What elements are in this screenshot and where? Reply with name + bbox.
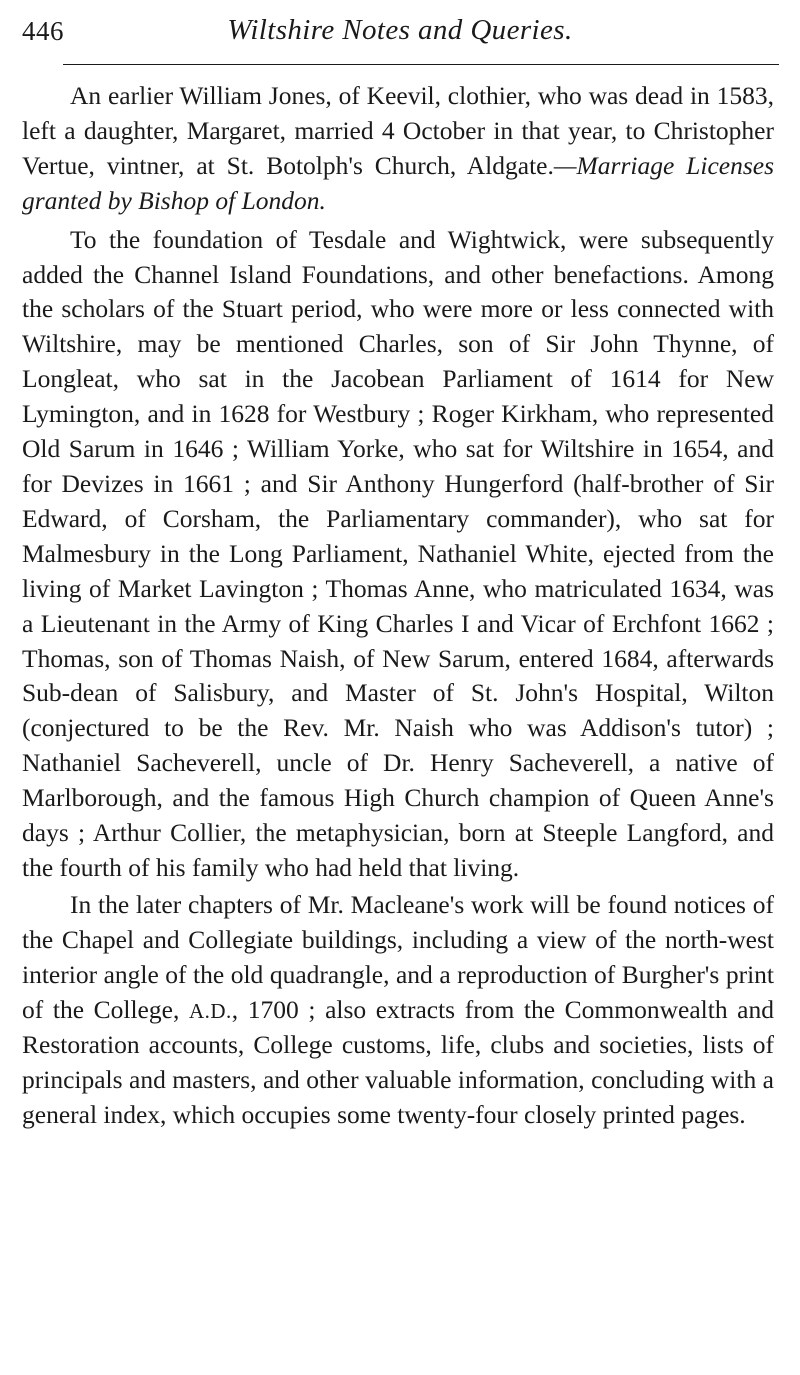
source-citation: —Marriage Licenses granted by Bishop of London. <box>22 150 775 215</box>
paragraph-text-continued: , 1700 ; also extracts from the Commonwealth and Restoration accounts, College customs, life, clubs and societies, lists of principals and masters, and other valuable information, concluding with a general index, which occupies some twenty-four closely printed pages. <box>22 994 775 1130</box>
era-abbreviation: A.D. <box>188 998 232 1023</box>
running-head <box>20 12 780 52</box>
paragraph-later-chapters <box>22 888 774 1133</box>
page-number: 446 <box>22 16 64 46</box>
paragraph-scholars <box>22 223 774 886</box>
paragraph-text: To the foundation of Tesdale and Wightwick, were subsequently added the Channel Island Foundations, and other benefactions. Among the scholars of the Stuart period, who were more or less connected with Wiltshire, may be mentioned Charles, son of Sir John Thynne, of Longleat, who sat in the Jacobean Parliament of 1614 for New Lymington, and in 1628 for Westbury ; Roger Kirkham, who represented Old Sarum in 1646 ; William Yorke, who sat for Wiltshire in 1654, and for Devizes in 1661 ; and Sir Anthony Hungerford (half-brother of Sir Edward, of Corsham, the Parliamentary commander), who sat for Malmesbury in the Long Parliament, Nathaniel White, ejected from the living of Market Lavington ; Thomas Anne, who matriculated 1634, was a Lieutenant in the Army of King Charles I and Vicar of Erchfont 1662 ; Thomas, son of Thomas Naish, of New Sarum, entered 1684, afterwards Sub-dean of Salisbury, and Master of St. John's Hospital, Wilton (conjectured to be the Rev. Mr. Naish who was Addison's tutor) ; Nathaniel Sacheverell, uncle of Dr. Henry Sacheverell, a native of Marlborough, and the famous High Church champion of Queen Anne's days ; Arthur Collier, the metaphysician, born at Steeple Langford, and the fourth of his family who had held that living. <box>22 224 774 882</box>
header-rule <box>63 64 779 65</box>
paragraph-text: In the later chapters of Mr. Macleane's work will be found notices of the Chapel and Collegiate buildings, including a view of the north-west interior angle of the old quadrangle, and a reproduction of Burgher's print of the College, <box>22 889 774 1024</box>
journal-title: Wiltshire Notes and Queries. <box>227 14 573 46</box>
paragraph-william-jones <box>22 79 774 219</box>
article-body <box>22 79 774 1138</box>
paragraph-text: An earlier William Jones, of Keevil, clothier, who was dead in 1583, left a daughter, Margaret, married 4 October in that year, to Christopher Vertue, vintner, at St. Botolph's Church, Aldgate. <box>22 81 774 180</box>
